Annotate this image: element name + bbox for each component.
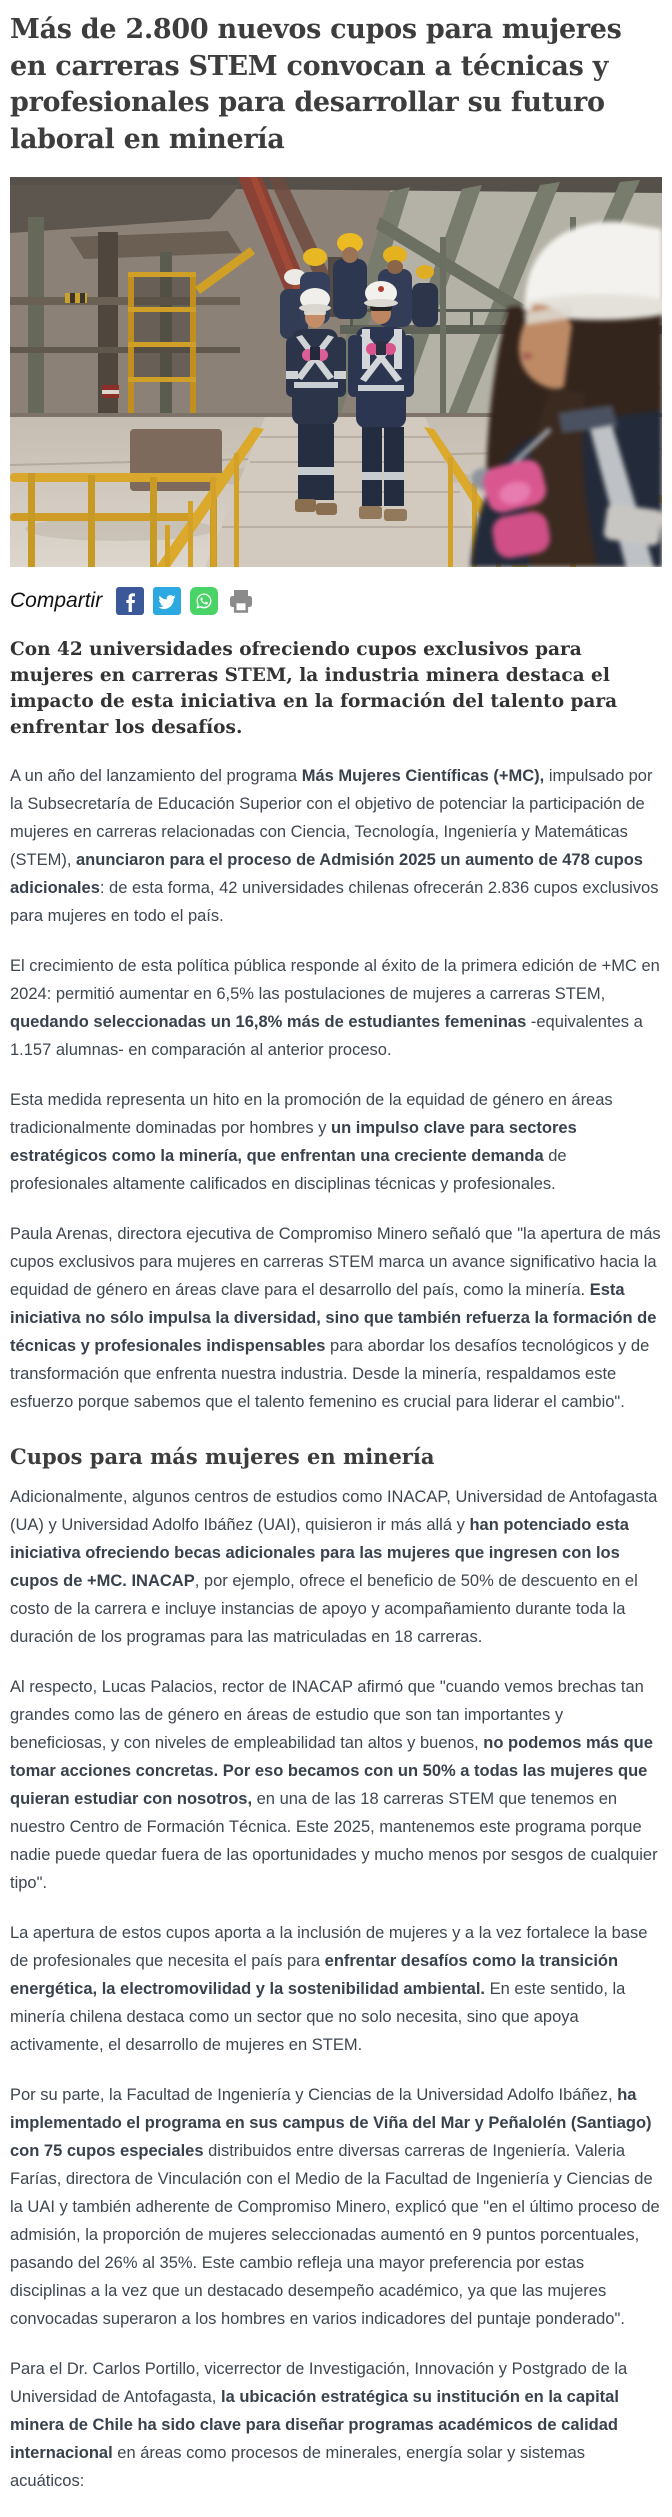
text: , por ejemplo, ofrece el beneficio de 50% de descuento en el costo de la carrera e incluye instancias de apoyo y acompañamiento durante toda la duración de los programas para las matriculadas en 18 carreras. (10, 1572, 638, 1647)
text: Para el Dr. Carlos Portillo, vicerrector de Investigación, Innovación y Postgrado de la Universidad de Antofagasta, (10, 2360, 628, 2407)
text: Al respecto, Lucas Palacios, rector de INACAP afirmó que "cuando vemos brechas tan grandes como las de género en áreas de estudio que son tan importantes y beneficiosas, y con niveles de empleabilidad tan altos y buenos, (10, 1678, 644, 1753)
bold-text: han potenciado esta iniciativa ofreciendo becas adicionales para las mujeres que ingresen con los cupos de +MC. INACAP (10, 1516, 629, 1591)
bold-text: un impulso clave para sectores estratégicos como la minería, que enfrentan una creciente demanda (10, 1119, 577, 1166)
facebook-icon[interactable] (116, 587, 144, 615)
bold-text: ha implementado el programa en sus campus de Viña del Mar y Peñalolén (Santiago) con 75 cupos especiales (10, 2086, 652, 2161)
text: en áreas como procesos de minerales, energía solar y sistemas acuáticos: (10, 2444, 586, 2491)
article-paragraph (10, 2081, 662, 2333)
article-paragraph (10, 1919, 662, 2059)
bold-text: Esta iniciativa no sólo impulsa la diversidad, sino que también refuerza la formación de técnicas y profesionales indispensables (10, 1281, 657, 1356)
page-title: Más de 2.800 nuevos cupos para mujeres en carreras STEM convocan a técnicas y profesionales para desarrollar su futuro laboral en minería (10, 14, 622, 156)
text: A un año del lanzamiento del programa (10, 767, 302, 786)
text: distribuidos entre diversas carreras de Ingeniería. Valeria Farías, directora de Vinculación con el Medio de la Facultad de Ingeniería y Ciencias de la UAI y también adherente de Compromiso Minero, explicó que "en el último proceso de admisión, la proporción de mujeres seleccionadas aumentó en 9 puntos porcentuales, pasando del 26% al 35%. Este cambio refleja una mayor preferencia por estas disciplinas a la vez que un destacado desempeño académico, ya que las mujeres convocadas superaron a los hombres en varios indicadores del puntaje ponderado". (10, 2142, 660, 2329)
bold-text: enfrentar desafíos como la transición energética, la electromovilidad y la sostenibilidad ambiental. (10, 1952, 619, 1999)
bold-text: la ubicación estratégica su institución en la capital minera de Chile ha sido clave para diseñar programas académicos de calidad internacional (10, 2388, 619, 2463)
share-bar (10, 587, 662, 615)
text: impulsado por la Subsecretaría de Educación Superior con el objetivo de potenciar la participación de mujeres en carreras relacionadas con Ciencia, Tecnología, Ingeniería y Matemáticas (STEM), (10, 767, 653, 870)
print-icon[interactable] (227, 587, 255, 615)
article-paragraph (10, 1086, 662, 1198)
bold-text: quedando seleccionadas un 16,8% más de estudiantes femeninas (10, 1013, 527, 1032)
article-hero-image (10, 177, 662, 567)
article-lead (10, 637, 662, 741)
text: : de esta forma, 42 universidades chilenas ofrecerán 2.836 cupos exclusivos para mujeres en todo el país. (10, 879, 659, 926)
article-paragraph (10, 952, 662, 1064)
bold-text: no podemos más que tomar acciones concretas. Por eso becamos con un 50% a todas las mujeres que quieran estudiar con nosotros, (10, 1734, 653, 1809)
share-label: Compartir (10, 588, 103, 612)
text: para abordar los desafíos tecnológicos y de transformación que enfrenta nuestra industria. Desde la minería, respaldamos este esfuerzo porque sabemos que el talento femenino es crucial para liderar el cambio". (10, 1337, 650, 1412)
text: El crecimiento de esta política pública responde al éxito de la primera edición de +MC en 2024: permitió aumentar en 6,5% las postulaciones de mujeres a carreras STEM, (10, 957, 660, 1004)
section-heading: Cupos para más mujeres en minería (10, 1444, 435, 1470)
bold-text: Más Mujeres Científicas (+MC), (301, 767, 545, 786)
twitter-icon[interactable] (153, 587, 181, 615)
text: Esta medida representa un hito en la promoción de la equidad de género en áreas tradicionalmente dominadas por hombres y (10, 1091, 613, 1138)
text: La apertura de estos cupos aporta a la inclusión de mujeres y a la vez fortalece la base de profesionales que necesita el país para (10, 1924, 648, 1971)
text: Adicionalmente, algunos centros de estudios como INACAP, Universidad de Antofagasta (UA) y Universidad Adolfo Ibáñez (UAI), quisieron ir más allá y (10, 1488, 658, 1535)
text: en una de las 18 carreras STEM que tenemos en nuestro Centro de Formación Técnica. Este 2025, mantenemos este programa porque nadie puede quedar fuera de las oportunidades y mucho menos por sesgos de cualquier tipo". (10, 1790, 658, 1893)
text: Por su parte, la Facultad de Ingeniería y Ciencias de la Universidad Adolfo Ibáñez, (10, 2086, 618, 2105)
article-paragraph (10, 762, 662, 930)
text: -equivalentes a 1.157 alumnas- en comparación al anterior proceso. (10, 1013, 643, 1060)
text: Paula Arenas, directora ejecutiva de Compromiso Minero señaló que "la apertura de más cupos exclusivos para mujeres en carreras STEM marca un avance significativo hacia la equidad de género en áreas clave para el desarrollo del país, como la minería. (10, 1225, 661, 1300)
mining-plant-photo (10, 177, 662, 567)
article-paragraph (10, 1220, 662, 1416)
article-page (0, 12, 672, 2495)
text: En este sentido, la minería chilena destaca como un sector que no solo necesita, sino que apoya activamente, el desarrollo de mujeres en STEM. (10, 1980, 626, 2055)
whatsapp-icon[interactable] (190, 587, 218, 615)
bold-text: anunciaron para el proceso de Admisión 2025 un aumento de 478 cupos adicionales (10, 851, 643, 898)
article-body (10, 637, 662, 2496)
article-paragraph (10, 1483, 662, 1651)
bold-text: Con 42 universidades ofreciendo cupos exclusivos para mujeres en carreras STEM, la industria minera destaca el impacto de esta iniciativa en la formación del talento para enfrentar los desafíos. (10, 638, 618, 738)
article-paragraph (10, 1673, 662, 1897)
text: de profesionales altamente calificados en disciplinas técnicas y profesionales. (10, 1147, 567, 1194)
article-paragraph (10, 2355, 662, 2495)
